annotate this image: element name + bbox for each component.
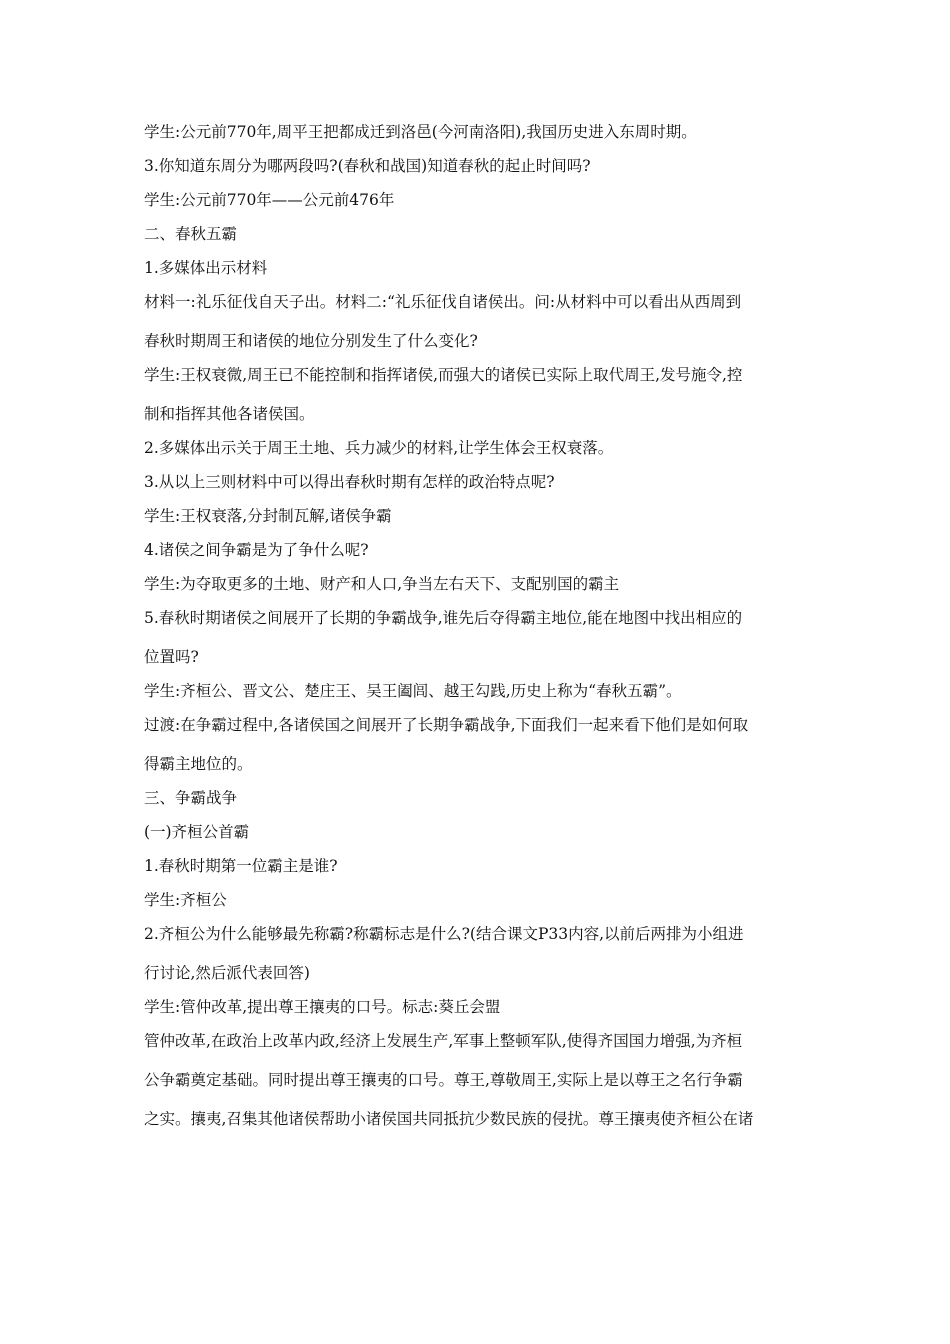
text-line: 位置吗? (144, 648, 199, 666)
document-body (144, 121, 816, 1142)
paragraph (144, 607, 816, 668)
text-line: 行讨论,然后派代表回答) (144, 964, 310, 982)
text-line: 3.从以上三则材料中可以得出春秋时期有怎样的政治特点呢? (144, 473, 555, 491)
text-line: 学生:齐桓公、晋文公、楚庄王、吴王阖闾、越王勾践,历史上称为“春秋五霸”。 (144, 682, 682, 700)
paragraph (144, 996, 816, 1018)
text-line: 学生:公元前770年,周平王把都成迁到洛邑(今河南洛阳),我国历史进入东周时期。 (144, 123, 697, 141)
paragraph (144, 189, 816, 211)
paragraph (144, 257, 816, 279)
paragraph (144, 889, 816, 911)
text-line: 学生:管仲改革,提出尊王攘夷的口号。标志:葵丘会盟 (144, 998, 501, 1016)
section-heading (144, 787, 816, 809)
paragraph (144, 291, 816, 352)
text-line: 过渡:在争霸过程中,各诸侯国之间展开了长期争霸战争,下面我们一起来看下他们是如何取 (144, 716, 749, 734)
subsection-heading (144, 821, 816, 843)
text-line: 学生:王权衰落,分封制瓦解,诸侯争霸 (144, 507, 392, 525)
text-line: 管仲改革,在政治上改革内政,经济上发展生产,军事上整顿军队,使得齐国国力增强,为齐桓 (144, 1032, 743, 1050)
text-line: 制和指挥其他各诸侯国。 (144, 405, 315, 423)
text-line: 三、争霸战争 (144, 789, 238, 807)
text-line: 春秋时期周王和诸侯的地位分别发生了什么变化? (144, 332, 478, 350)
section-heading (144, 223, 816, 245)
text-line: 1.多媒体出示材料 (144, 259, 268, 277)
paragraph (144, 855, 816, 877)
paragraph (144, 539, 816, 561)
text-line: 2.多媒体出示关于周王土地、兵力减少的材料,让学生体会王权衰落。 (144, 439, 614, 457)
text-line: 学生:公元前770年——公元前476年 (144, 191, 395, 209)
paragraph (144, 573, 816, 595)
paragraph (144, 505, 816, 527)
text-line: 5.春秋时期诸侯之间展开了长期的争霸战争,谁先后夺得霸主地位,能在地图中找出相应的 (144, 609, 743, 627)
paragraph (144, 121, 816, 143)
text-line: 学生:王权衰微,周王已不能控制和指挥诸侯,而强大的诸侯已实际上取代周王,发号施令,控 (144, 366, 743, 384)
paragraph (144, 155, 816, 177)
paragraph (144, 680, 816, 702)
paragraph (144, 923, 816, 984)
text-line: 1.春秋时期第一位霸主是谁? (144, 857, 338, 875)
text-line: 学生:为夺取更多的土地、财产和人口,争当左右天下、支配别国的霸主 (144, 575, 620, 593)
text-line: 得霸主地位的。 (144, 755, 253, 773)
text-line: 材料一:礼乐征伐自天子出。材料二:“礼乐征伐自诸侯出。问:从材料中可以看出从西周到 (144, 293, 742, 311)
paragraph (144, 364, 816, 425)
paragraph (144, 437, 816, 459)
paragraph (144, 1030, 816, 1130)
text-line: 公争霸奠定基础。同时提出尊王攘夷的口号。尊王,尊敬周王,实际上是以尊王之名行争霸 (144, 1071, 743, 1089)
text-line: 2.齐桓公为什么能够最先称霸?称霸标志是什么?(结合课文P33内容,以前后两排为小组进 (144, 925, 744, 943)
text-line: (一)齐桓公首霸 (144, 823, 250, 841)
paragraph (144, 714, 816, 775)
paragraph (144, 471, 816, 493)
text-line: 3.你知道东周分为哪两段吗?(春秋和战国)知道春秋的起止时间吗? (144, 157, 591, 175)
text-line: 之实。攘夷,召集其他诸侯帮助小诸侯国共同抵抗少数民族的侵扰。尊王攘夷使齐桓公在诸 (144, 1110, 754, 1128)
text-line: 学生:齐桓公 (144, 891, 227, 909)
text-line: 二、春秋五霸 (144, 225, 238, 243)
text-line: 4.诸侯之间争霸是为了争什么呢? (144, 541, 369, 559)
